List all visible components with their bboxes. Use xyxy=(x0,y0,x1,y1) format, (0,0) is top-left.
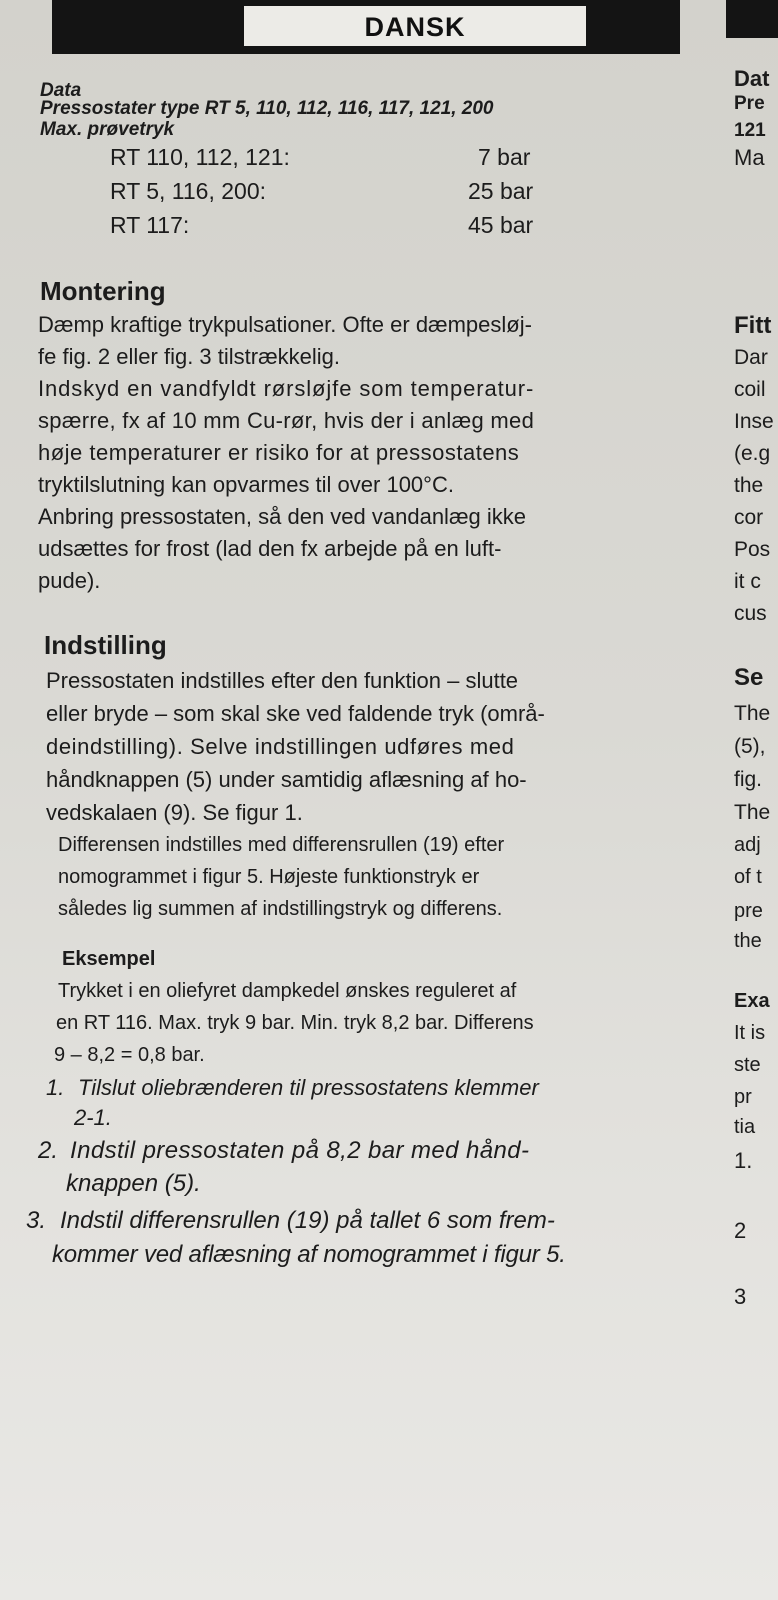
indstilling-heading: Indstilling xyxy=(44,630,167,660)
fragment-text: Ma xyxy=(734,145,765,170)
data-subtitle: Pressostater type RT 5, 110, 112, 116, 117, 121, 200 xyxy=(40,98,494,119)
fragment-text: Exa xyxy=(734,990,770,1012)
fragment-text: the xyxy=(734,930,762,952)
fragment-text: fig. xyxy=(734,768,763,791)
montering-line: fe fig. 2 eller fig. 3 tilstrækkelig. xyxy=(38,344,341,369)
fragment-text: 1. xyxy=(734,1148,753,1173)
indstilling-line: Differensen indstilles med differensrullen (19) efter xyxy=(58,834,505,856)
fragment-text: Dat xyxy=(734,66,770,91)
montering-line: spærre, fx af 10 mm Cu-rør, hvis der i anlæg med xyxy=(38,408,535,433)
indstilling-line: håndknappen (5) under samtidig aflæsning af ho- xyxy=(46,767,527,792)
fragment-text: adj xyxy=(734,834,761,856)
fragment-text: (5), xyxy=(734,735,766,758)
montering-line: tryktilslutning kan opvarmes til over 100°C. xyxy=(38,472,454,497)
fragment-text: (e.g xyxy=(734,442,771,465)
indstilling-line: deindstilling). Selve indstillingen udføres med xyxy=(46,734,515,759)
fragment-text: pre xyxy=(734,900,763,922)
step-line: Indstil pressostaten på 8,2 bar med hånd- xyxy=(70,1137,530,1164)
eksempel-line: 9 – 8,2 = 0,8 bar. xyxy=(54,1044,205,1066)
step-line: knappen (5). xyxy=(66,1170,201,1197)
montering-line: pude). xyxy=(38,568,101,593)
test-pressure-label: Max. prøvetryk xyxy=(40,119,175,140)
indstilling-line: vedskalaen (9). Se figur 1. xyxy=(46,800,303,825)
eksempel-line: Trykket i en oliefyret dampkedel ønskes reguleret af xyxy=(58,980,517,1002)
fragment-text: cor xyxy=(734,506,764,529)
fragment-text: Inse xyxy=(734,410,774,433)
eksempel-line: en RT 116. Max. tryk 9 bar. Min. tryk 8,2 bar. Differens xyxy=(56,1012,534,1034)
montering-line: Anbring pressostaten, så den ved vandanlæg ikke xyxy=(38,504,526,529)
fragment-text: It is xyxy=(734,1022,766,1044)
fragment-text: 3 xyxy=(734,1284,747,1309)
fragment-text: ste xyxy=(734,1054,761,1076)
fragment-text: The xyxy=(734,702,771,725)
montering-line: udsættes for frost (lad den fx arbejde på en luft- xyxy=(38,536,502,561)
data-title: Data xyxy=(40,80,82,101)
step-number: 1. xyxy=(46,1075,65,1100)
fragment-text: Se xyxy=(734,664,764,691)
step-number: 3. xyxy=(26,1207,47,1234)
indstilling-line: Pressostaten indstilles efter den funktion – slutte xyxy=(46,668,519,693)
indstilling-line: eller bryde – som skal ske ved faldende tryk (områ- xyxy=(46,701,545,726)
adjacent-column-fragments xyxy=(726,0,778,1600)
data-row-types: RT 117: xyxy=(110,212,190,238)
step-line: Indstil differensrullen (19) på tallet 6 som frem- xyxy=(60,1207,555,1234)
fragment-text: Pre xyxy=(734,93,765,114)
montering-heading: Montering xyxy=(40,276,166,306)
data-row-value: 25 bar xyxy=(468,178,534,204)
fragment-text: of t xyxy=(734,866,762,888)
data-row-types: RT 110, 112, 121: xyxy=(110,144,290,170)
language-label: DANSK xyxy=(244,6,586,46)
fragment-text: 2 xyxy=(734,1218,747,1243)
fragment-text: Pos xyxy=(734,538,771,561)
fragment-text: coil xyxy=(734,378,766,401)
fragment-text: Dar xyxy=(734,346,768,369)
fragment-text: The xyxy=(734,801,771,824)
data-row-types: RT 5, 116, 200: xyxy=(110,178,267,204)
step-line: 2-1. xyxy=(74,1105,112,1130)
data-row-value: 45 bar xyxy=(468,212,534,238)
montering-line: Dæmp kraftige trykpulsationer. Ofte er dæmpesløj- xyxy=(38,312,532,337)
fragment-text: tia xyxy=(734,1116,756,1138)
indstilling-line: nomogrammet i figur 5. Højeste funktionstryk er xyxy=(58,866,480,888)
montering-line: høje temperaturer er risiko for at pressostatens xyxy=(38,440,520,465)
montering-line: Indskyd en vandfyldt rørsløjfe som temperatur- xyxy=(38,376,535,401)
indstilling-line: således lig summen af indstillingstryk og differens. xyxy=(58,898,503,920)
fragment-text: it c xyxy=(734,570,761,593)
eksempel-heading: Eksempel xyxy=(62,948,156,970)
step-number: 2. xyxy=(38,1137,59,1164)
fragment-text: pr xyxy=(734,1086,752,1108)
step-line: Tilslut oliebrænderen til pressostatens klemmer xyxy=(78,1075,539,1100)
step-line: kommer ved aflæsning af nomogrammet i figur 5. xyxy=(52,1241,566,1268)
fragment-text: cus xyxy=(734,602,767,625)
fragment-text: 121 xyxy=(734,120,766,141)
fragment-text: Fitt xyxy=(734,312,772,339)
fragment-text: the xyxy=(734,474,764,497)
data-row-value: 7 bar xyxy=(478,144,531,170)
